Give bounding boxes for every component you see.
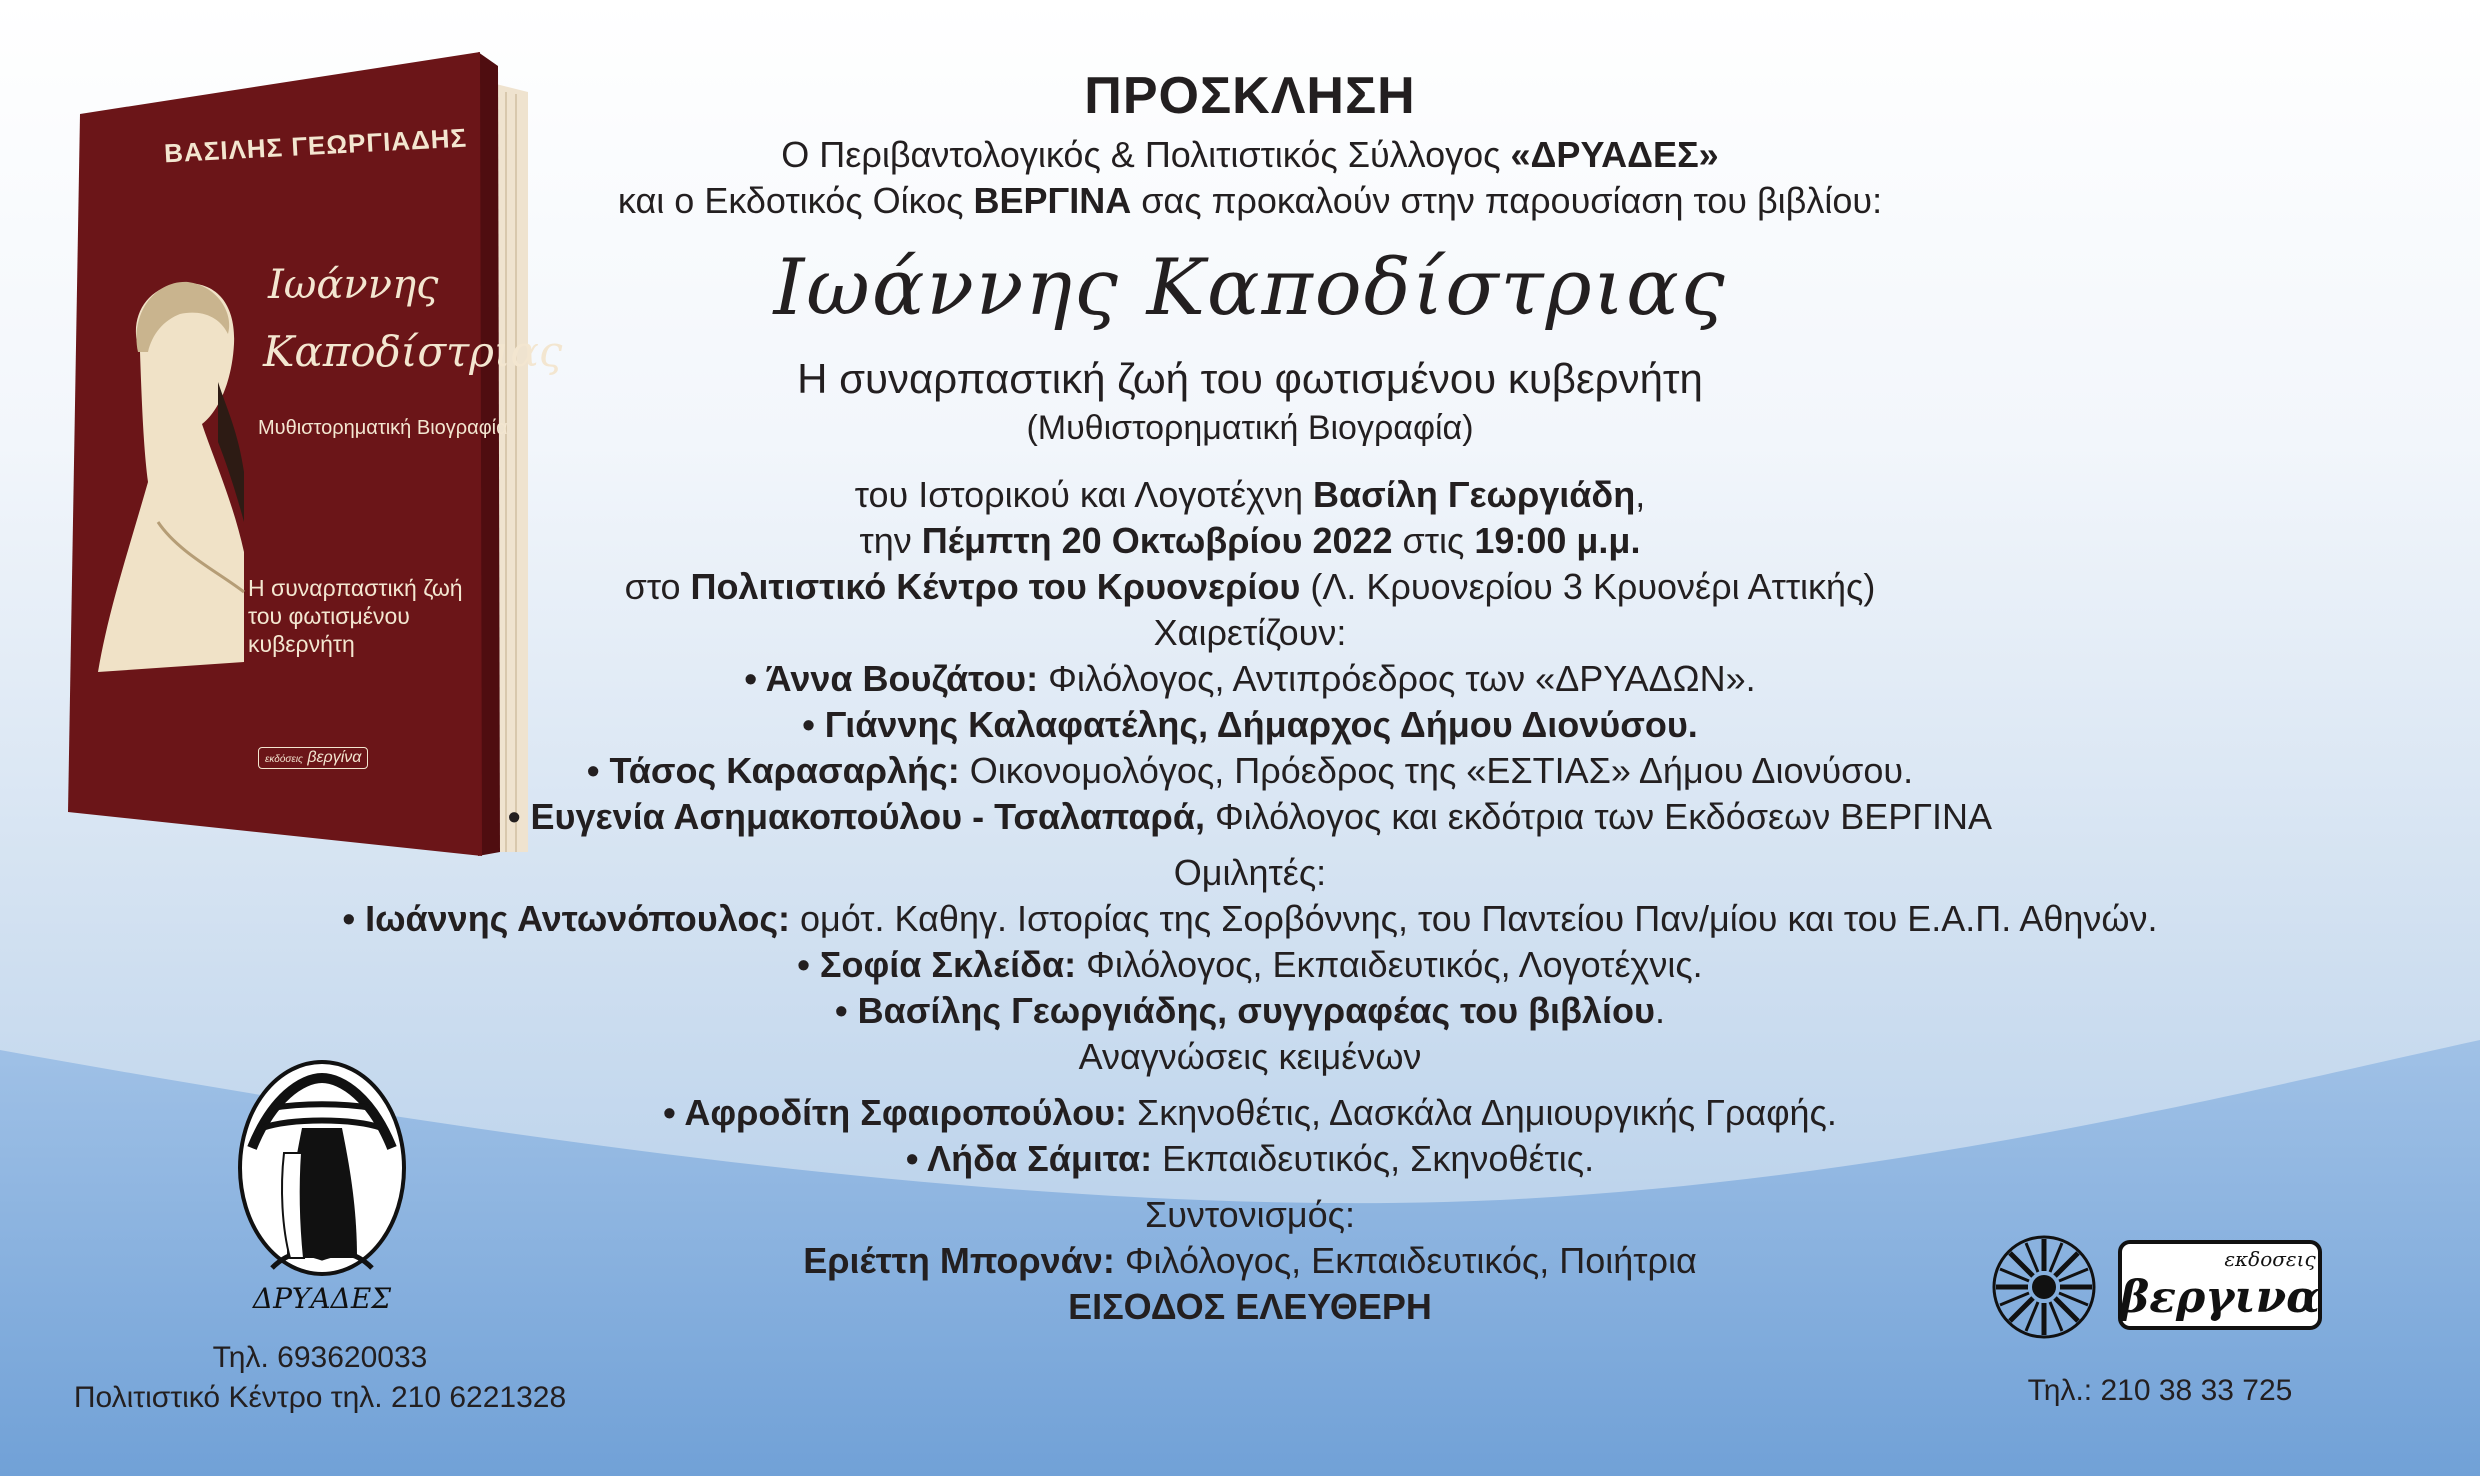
book-cover-title-1: Ιωάννης (268, 262, 439, 308)
vergina-phone: Τηλ.: 210 38 33 725 (2027, 1374, 2293, 1407)
vergina-logo-small: εκδοσεις (2224, 1247, 2316, 1271)
publisher-text-pre: και ο Εκδοτικός Οίκος (617, 180, 974, 221)
venue-name: Πολιτιστικό Κέντρο του Κρυονερίου (690, 566, 1301, 607)
date-line (300, 518, 2200, 564)
left-contact (60, 1338, 580, 1418)
speaker-name: • Σοφία Σκλείδα: (797, 944, 1077, 985)
reader-role: Εκπαιδευτικός, Σκηνοθέτις. (1152, 1138, 1595, 1179)
coordinator-name: Εριέττη Μπορνάν: (803, 1240, 1115, 1281)
greeting-item (300, 656, 2200, 702)
event-time: 19:00 μ.μ. (1474, 520, 1641, 561)
reader-name: • Λήδα Σάμιτα: (905, 1138, 1153, 1179)
reading-item (300, 1136, 2200, 1182)
speaker-role: . (1655, 990, 1666, 1031)
organizer-text: Ο Περιβαντολογικός & Πολιτιστικός Σύλλογος (781, 134, 1511, 175)
greeting-name: • Άννα Βουζάτου: (744, 658, 1039, 699)
greeting-item (300, 748, 2200, 794)
greeting-item (300, 794, 2200, 840)
venue-address: (Λ. Κρυονερίου 3 Κρυονέρι Αττικής) (1300, 566, 1876, 607)
speaker-role: Φιλόλογος, Εκπαιδευτικός, Λογοτέχνις. (1076, 944, 1703, 985)
coordinator-line (300, 1238, 2200, 1284)
book-title: Ιωάννης Καποδίστριας (773, 243, 1727, 333)
reading-item (300, 1090, 2200, 1136)
author-comma: , (1635, 474, 1646, 515)
coordinator-role: Φιλόλογος, Εκπαιδευτικός, Ποιήτρια (1114, 1240, 1697, 1281)
author-name: Βασίλη Γεωργιάδη (1313, 474, 1636, 515)
date-mid: στις (1392, 520, 1475, 561)
dryades-logo-caption: ΔΡΥΑΔΕΣ (252, 1282, 392, 1315)
speaker-name: • Βασίλης Γεωργιάδης, συγγραφέας του βιβλίου (834, 990, 1655, 1031)
greeting-name: • Ευγενία Ασημακοπούλου - Τσαλαπαρά, (507, 796, 1205, 837)
venue-line (300, 564, 2200, 610)
vergina-logo-name: βεργινα (2120, 1272, 2320, 1323)
book-cover-subtitle: Μυθιστορηματική Βιογραφία (258, 417, 508, 439)
speaker-name: • Ιωάννης Αντωνόπουλος: (342, 898, 791, 939)
invitation-body (300, 60, 2200, 1330)
invitation-heading: ΠΡΟΣΚΛΗΣΗ (1084, 67, 1416, 125)
reader-name: • Αφροδίτη Σφαιροπούλου: (663, 1092, 1128, 1133)
book-cover-author: ΒΑΣΙΛΗΣ ΓΕΩΡΓΙΑΔΗΣ (163, 122, 468, 169)
organizer-line (300, 132, 2200, 178)
speaker-role: ομότ. Καθηγ. Ιστορίας της Σορβόννης, του Παντείου Παν/μίου και του Ε.Α.Π. Αθηνών. (790, 898, 2158, 939)
venue-pre: στο (624, 566, 691, 607)
greetings-label: Χαιρετίζουν: (1153, 612, 1347, 653)
book-cover-publisher-small: εκδόσεις (265, 754, 303, 765)
speakers-label: Ομιλητές: (1173, 852, 1327, 893)
book-subtitle: Η συναρπαστική ζωή του φωτισμένου κυβερνήτη (797, 355, 1703, 402)
book-genre: (Μυθιστορηματική Βιογραφία) (1026, 409, 1474, 447)
publisher-name: ΒΕΡΓΙΝΑ (973, 180, 1132, 221)
book-cover-publisher-name: βεργίνα (307, 749, 362, 766)
organizer-name: «ΔΡΥΑΔΕΣ» (1510, 134, 1719, 175)
greeting-role: Φιλόλογος, Αντιπρόεδρος των «ΔΡΥΑΔΩΝ». (1038, 658, 1756, 699)
coordination-label: Συντονισμός: (1144, 1194, 1355, 1235)
reader-role: Σκηνοθέτις, Δασκάλα Δημιουργικής Γραφής. (1127, 1092, 1837, 1133)
vergina-logo (1990, 1232, 2330, 1342)
publisher-text-post: σας προκαλούν στην παρουσίαση του βιβλίου: (1131, 180, 1883, 221)
dryades-logo (232, 1058, 412, 1318)
date-pre: την (859, 520, 922, 561)
speaker-item (300, 942, 2200, 988)
cultural-center-phone: Πολιτιστικό Κέντρο τηλ. 210 6221328 (73, 1381, 567, 1414)
author-line (300, 472, 2200, 518)
publisher-line (300, 178, 2200, 224)
greeting-role: Φιλόλογος και εκδότρια των Εκδόσεων ΒΕΡΓΙΝΑ (1204, 796, 1993, 837)
speaker-item (300, 896, 2200, 942)
speaker-item (300, 988, 2200, 1034)
author-text: του Ιστορικού και Λογοτέχνη (854, 474, 1314, 515)
free-entry: ΕΙΣΟΔΟΣ ΕΛΕΥΘΕΡΗ (1068, 1286, 1432, 1327)
event-date: Πέμπτη 20 Οκτωβρίου 2022 (921, 520, 1393, 561)
greeting-name: • Τάσος Καρασαρλής: (586, 750, 960, 791)
dryades-phone: Τηλ. 693620033 (212, 1341, 428, 1374)
book-cover-title-2: Καποδίστριας (263, 327, 563, 376)
greeting-role: Οικονομολόγος, Πρόεδρος της «ΕΣΤΙΑΣ» Δήμου Διονύσου. (959, 750, 1914, 791)
vergina-sun-icon (1994, 1237, 2094, 1337)
greeting-item (300, 702, 2200, 748)
readings-label: Αναγνώσεις κειμένων (1078, 1036, 1422, 1077)
book-cover-tagline: Η συναρπαστική ζωή του φωτισμένου κυβερνήτη (248, 575, 463, 657)
greeting-name: • Γιάννης Καλαφατέλης, Δήμαρχος Δήμου Διονύσου. (802, 704, 1698, 745)
